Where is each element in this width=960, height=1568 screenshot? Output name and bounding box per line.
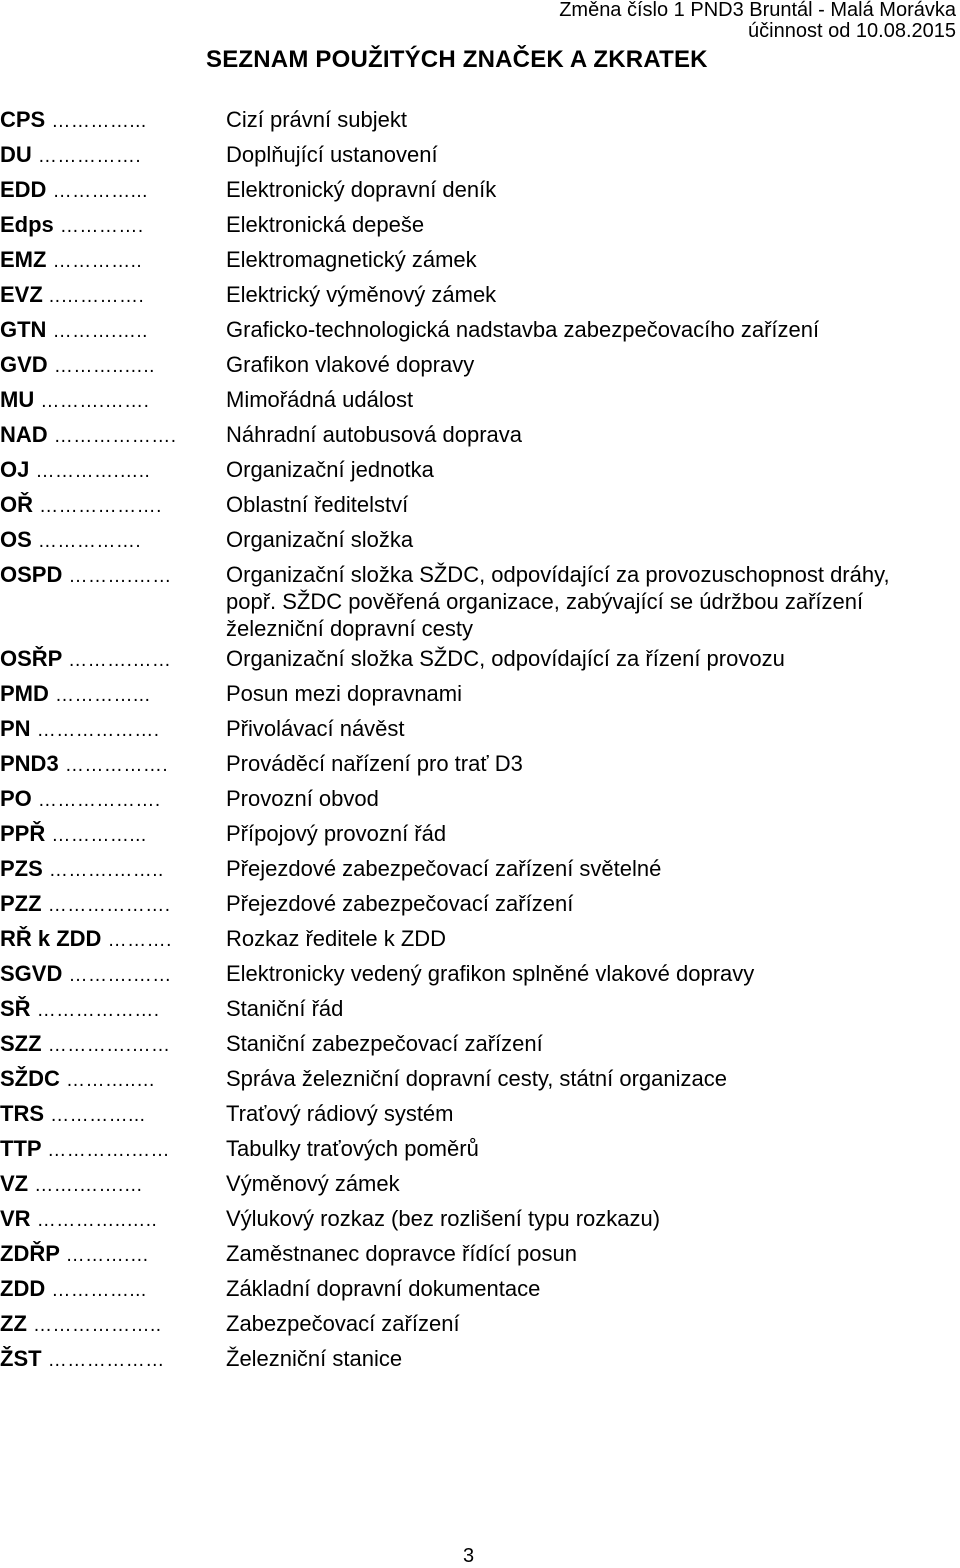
abbreviation-meaning: Zaměstnanec dopravce řídící posun	[226, 1241, 577, 1266]
abbreviation-code-text: ZDŘP	[0, 1241, 60, 1266]
abbreviation-code-text: OJ	[0, 457, 30, 482]
leader-dots: ..………….	[48, 286, 145, 307]
leader-dots: ………………..	[33, 1315, 162, 1336]
abbreviation-code-text: OSŘP	[0, 646, 62, 671]
list-item	[0, 747, 960, 782]
abbreviation-code	[0, 1237, 226, 1272]
list-item	[0, 488, 960, 523]
list-item	[0, 103, 960, 138]
abbreviation-meaning: Náhradní autobusová doprava	[226, 422, 522, 447]
abbreviation-code-text: EVZ	[0, 282, 43, 307]
leader-dots: …………….	[37, 531, 142, 552]
list-item	[0, 677, 960, 712]
abbreviation-meaning: Železniční stanice	[226, 1346, 403, 1371]
leader-dots: ……………….	[39, 496, 162, 517]
abbreviation-code	[0, 453, 226, 488]
leader-dots: …………….	[37, 146, 142, 167]
leader-dots: …………...	[51, 825, 147, 846]
leader-dots: ……….	[107, 930, 172, 951]
list-item	[0, 558, 960, 642]
abbreviation-code-text: GTN	[0, 317, 47, 342]
abbreviation-code-text: MU	[0, 387, 35, 412]
abbreviation-code	[0, 677, 226, 712]
abbreviation-code	[0, 313, 226, 348]
list-item	[0, 1132, 960, 1167]
abbreviation-code-text: PN	[0, 716, 31, 741]
abbreviation-code-text: PPŘ	[0, 821, 46, 846]
list-item	[0, 887, 960, 922]
abbreviation-code-text: OŘ	[0, 492, 33, 517]
abbreviation-meaning: Přejezdové zabezpečovací zařízení světelné	[226, 856, 662, 881]
abbreviation-code	[0, 957, 226, 992]
abbreviation-code	[0, 348, 226, 383]
leader-dots: ………..…..	[53, 356, 155, 377]
abbreviation-code	[0, 992, 226, 1027]
abbreviation-code	[0, 1097, 226, 1132]
abbreviation-code	[0, 208, 226, 243]
list-item	[0, 523, 960, 558]
list-item	[0, 922, 960, 957]
leader-dots: …….…….…	[34, 1175, 144, 1196]
abbreviation-code-text: OSPD	[0, 562, 63, 587]
abbreviation-meaning: Organizační složka SŽDC, odpovídající za řízení provozu	[226, 646, 785, 671]
abbreviation-meaning: Doplňující ustanovení	[226, 142, 438, 167]
abbreviation-code-text: PO	[0, 786, 32, 811]
abbreviation-code	[0, 852, 226, 887]
leader-dots: ……….……	[68, 650, 172, 671]
leader-dots: ……….……	[68, 965, 172, 986]
abbreviation-meaning: Přivolávací návěst	[226, 716, 405, 741]
abbreviation-code	[0, 1342, 226, 1377]
abbreviation-code	[0, 1167, 226, 1202]
leader-dots: ………………	[47, 1350, 165, 1371]
abbreviation-meaning: Správa železniční dopravní cesty, státní organizace	[226, 1066, 727, 1091]
list-item	[0, 1237, 960, 1272]
leader-dots: ……….……..	[48, 860, 164, 881]
abbreviation-code-text: RŘ k ZDD	[0, 926, 102, 951]
abbreviation-code	[0, 383, 226, 418]
page-number: 3	[463, 1545, 475, 1567]
leader-dots: …………...	[51, 1280, 147, 1301]
abbreviation-code-text: DU	[0, 142, 32, 167]
leader-dots: ………….…..	[35, 461, 151, 482]
list-item	[0, 348, 960, 383]
abbreviation-code	[0, 103, 226, 138]
abbreviation-code-text: SŘ	[0, 996, 31, 1021]
abbreviation-meaning: Traťový rádiový systém	[226, 1101, 454, 1126]
list-item	[0, 208, 960, 243]
abbreviation-meaning: Mimořádná událost	[226, 387, 414, 412]
list-item	[0, 712, 960, 747]
list-item	[0, 1062, 960, 1097]
list-item	[0, 1027, 960, 1062]
leader-dots: …………...	[52, 181, 148, 202]
list-item	[0, 138, 960, 173]
abbreviation-code-text: SŽDC	[0, 1066, 60, 1091]
abbreviation-code	[0, 1307, 226, 1342]
abbreviation-meaning: Elektronická depeše	[226, 212, 425, 237]
list-item	[0, 1167, 960, 1202]
leader-dots: …………….	[64, 755, 169, 776]
leader-dots: ……….…	[65, 1245, 150, 1266]
abbreviation-code-text: PZZ	[0, 891, 42, 916]
abbreviation-meaning: Graficko-technologická nadstavba zabezpečovacího zařízení	[226, 317, 820, 342]
abbreviation-code-text: VZ	[0, 1171, 29, 1196]
abbreviation-meaning: Elektromagnetický zámek	[226, 247, 477, 272]
abbreviation-code	[0, 747, 226, 782]
leader-dots: ……….…….	[40, 391, 150, 412]
abbreviation-code-text: Edps	[0, 212, 54, 237]
list-item	[0, 383, 960, 418]
leader-dots: ……………….	[47, 895, 171, 916]
abbreviation-code-text: PND3	[0, 751, 59, 776]
leader-dots: …………..…..	[36, 1210, 158, 1231]
abbreviation-code-text: ZZ	[0, 1311, 27, 1336]
abbreviation-code-text: ŽST	[0, 1346, 42, 1371]
abbreviation-code-text: PZS	[0, 856, 43, 881]
abbreviation-code	[0, 1272, 226, 1307]
document-header	[559, 0, 956, 42]
leader-dots: ………….……	[47, 1035, 171, 1056]
abbreviation-code	[0, 922, 226, 957]
abbreviation-code	[0, 642, 226, 677]
list-item	[0, 173, 960, 208]
abbreviation-meaning: Elektronicky vedený grafikon splněné vlakové dopravy	[226, 961, 755, 986]
list-item	[0, 1202, 960, 1237]
abbreviation-code	[0, 712, 226, 747]
leader-dots: ……….…..	[52, 321, 148, 342]
leader-dots: …………...	[55, 685, 151, 706]
abbreviation-code	[0, 1202, 226, 1237]
list-item	[0, 1342, 960, 1377]
validity-date-line: účinnost od 10.08.2015	[748, 20, 956, 42]
abbreviation-code	[0, 1062, 226, 1097]
leader-dots: ………..…	[66, 1070, 156, 1091]
abbreviation-code-text: SGVD	[0, 961, 63, 986]
abbreviation-code	[0, 278, 226, 313]
abbreviation-meaning: Staniční zabezpečovací zařízení	[226, 1031, 543, 1056]
abbreviation-code	[0, 523, 226, 558]
abbreviation-meaning: Elektronický dopravní deník	[226, 177, 497, 202]
list-item	[0, 418, 960, 453]
abbreviation-code-text: NAD	[0, 422, 48, 447]
list-item	[0, 453, 960, 488]
change-number-line: Změna číslo 1 PND3 Bruntál - Malá Morávka	[559, 0, 956, 21]
abbreviation-meaning: Zabezpečovací zařízení	[226, 1311, 460, 1336]
list-item	[0, 642, 960, 677]
abbreviation-code	[0, 418, 226, 453]
abbreviation-code	[0, 243, 226, 278]
leader-dots: ………….……	[47, 1140, 171, 1161]
leader-dots: ……………….	[37, 790, 161, 811]
abbreviation-code-text: VR	[0, 1206, 31, 1231]
leader-dots: …………..	[52, 251, 143, 272]
page-title: SEZNAM POUŽITÝCH ZNAČEK A ZKRATEK	[206, 46, 708, 73]
abbreviation-code	[0, 488, 226, 523]
abbreviation-meaning: Výlukový rozkaz (bez rozlišení typu rozkazu)	[226, 1206, 661, 1231]
abbreviation-code-text: ZDD	[0, 1276, 46, 1301]
abbreviation-code-text: EDD	[0, 177, 47, 202]
leader-dots: ……………….	[36, 720, 160, 741]
list-item	[0, 1307, 960, 1342]
list-item	[0, 243, 960, 278]
abbreviation-meaning: Posun mezi dopravnami	[226, 681, 463, 706]
list-item	[0, 992, 960, 1027]
abbreviation-meaning: Tabulky traťových poměrů	[226, 1136, 479, 1161]
abbreviation-list	[0, 103, 960, 1377]
abbreviation-code-text: GVD	[0, 352, 48, 377]
abbreviation-code-text: EMZ	[0, 247, 47, 272]
list-item	[0, 313, 960, 348]
abbreviation-meaning: Staniční řád	[226, 996, 344, 1021]
abbreviation-meaning: Organizační složka	[226, 527, 414, 552]
abbreviation-code	[0, 1132, 226, 1167]
abbreviation-meaning: Výměnový zámek	[226, 1171, 400, 1196]
leader-dots: …………...	[50, 1105, 146, 1126]
list-item	[0, 957, 960, 992]
abbreviation-code	[0, 887, 226, 922]
leader-dots: ……………….	[36, 1000, 160, 1021]
leader-dots: …………...	[51, 111, 147, 132]
abbreviation-code	[0, 782, 226, 817]
abbreviation-code-text: TRS	[0, 1101, 44, 1126]
abbreviation-meaning: Přejezdové zabezpečovací zařízení	[226, 891, 574, 916]
list-item	[0, 1272, 960, 1307]
list-item	[0, 782, 960, 817]
abbreviation-meaning: Přípojový provozní řád	[226, 821, 447, 846]
abbreviation-meaning: Elektrický výměnový zámek	[226, 282, 497, 307]
abbreviation-code	[0, 817, 226, 852]
list-item	[0, 852, 960, 887]
leader-dots: ……………….	[53, 426, 177, 447]
abbreviation-code	[0, 138, 226, 173]
abbreviation-meaning: Cizí právní subjekt	[226, 107, 407, 132]
leader-dots: ……….……	[68, 566, 172, 587]
list-item	[0, 278, 960, 313]
list-item	[0, 817, 960, 852]
abbreviation-code	[0, 173, 226, 208]
abbreviation-code	[0, 1027, 226, 1062]
abbreviation-meaning: Prováděcí nařízení pro trať D3	[226, 751, 523, 776]
abbreviation-code-text: OS	[0, 527, 32, 552]
abbreviation-code	[0, 558, 226, 593]
abbreviation-code-text: PMD	[0, 681, 49, 706]
abbreviation-meaning: Grafikon vlakové dopravy	[226, 352, 475, 377]
abbreviation-code-text: TTP	[0, 1136, 42, 1161]
abbreviation-meaning: Organizační složka SŽDC, odpovídající za provozuschopnost dráhy, popř. SŽDC pověřená organizace, zabývající se údržbou zařízení železniční dopravní cesty	[226, 562, 890, 641]
abbreviation-meaning: Rozkaz ředitele k ZDD	[226, 926, 447, 951]
abbreviation-code-text: SZZ	[0, 1031, 42, 1056]
abbreviation-meaning: Organizační jednotka	[226, 457, 434, 482]
leader-dots: ………….	[59, 216, 144, 237]
abbreviation-code-text: CPS	[0, 107, 46, 132]
abbreviation-meaning: Oblastní ředitelství	[226, 492, 409, 517]
list-item	[0, 1097, 960, 1132]
abbreviation-meaning: Provozní obvod	[226, 786, 379, 811]
abbreviation-meaning: Základní dopravní dokumentace	[226, 1276, 541, 1301]
